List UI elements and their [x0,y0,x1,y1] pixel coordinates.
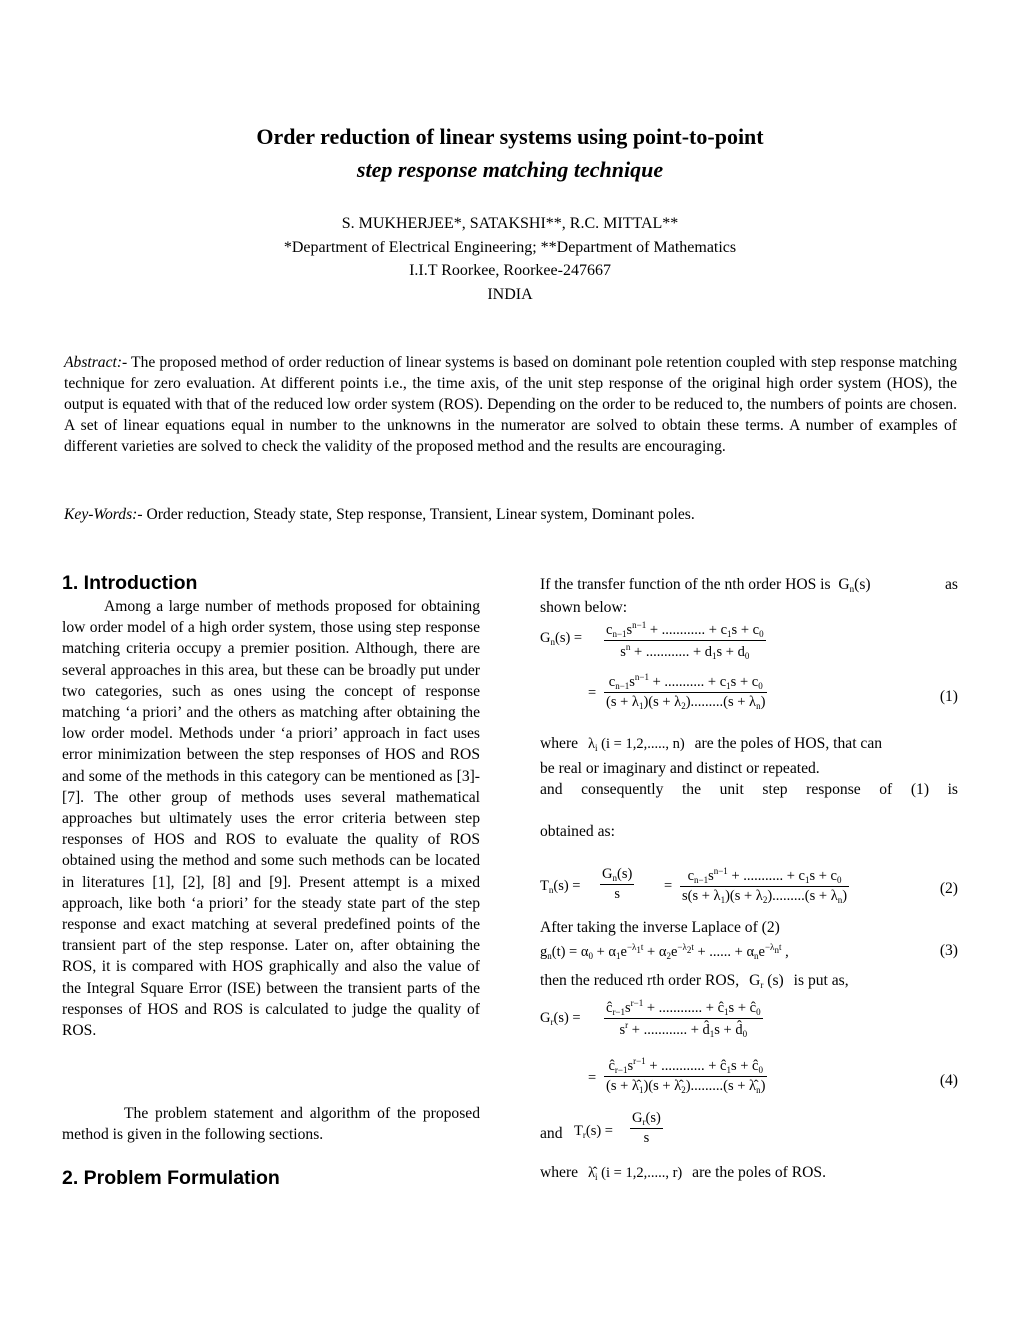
right-intro-line-2: shown below: [540,599,628,616]
equation-4 [540,994,958,1106]
author-names: S. MUKHERJEE*, SATAKSHI**, R.C. MITTAL** [341,215,679,232]
gr-symbol: $G_r$ (s) [749,972,784,990]
intro-paragraph-2 [62,1103,480,1145]
where2-word: where [540,1164,579,1181]
eq2-lhs: $T_n(s)$ = [540,878,581,895]
eq4-lhs: $G_r(s)$ = [540,1010,581,1027]
is-put-text: is put as, [793,972,849,989]
intro-paragraph-1 [62,596,480,1041]
keywords-label: Key-Words:- [64,506,143,523]
eq4-fraction-2: $\frac{ĉ_{r-1}s^{r-1} + ............ + ĉ_1s + ĉ_0}{(s + \lambdâ_1)(s + \lambdâ_2).........(s + \lambdâ_n)}$ [606,1056,766,1095]
then-reduced-text: then the reduced rth order ROS, [540,972,740,989]
paper-title-line-1: Order reduction of linear systems using point-to-point [256,124,764,149]
paper-title-line-2: step response matching technique [356,157,664,182]
where2-tail: are the poles of ROS. [692,1164,826,1181]
eq2-fraction-2: $\frac{c_{n-1}s^{n-1} + ........... + c_1s + c_0}{s(s + \lambda_1)(s + \lambda_2).........(s + \lambda_n)}$ [682,866,848,905]
intro-para-2-text: The problem statement and algorithm of the proposed method is given in the following sections. [62,1105,480,1144]
lambda-i-range: $\lambda_i$ (i = 1,2,....., n) [588,736,685,753]
where1-tail: are the poles of HOS, that can [694,735,883,752]
right-intro-as: as [945,576,958,593]
eq3-body: $g_n(t) = \alpha_0 + \alpha_1e^{-\lambda_1t} + \alpha_2e^{-\lambda_2t}$ + ...... + $\alpha_ne^{-\lambda_nt}$ , [540,942,789,961]
obtained-line: obtained as: [540,823,615,840]
eq1-fraction-1: $\frac{c_{n-1}s^{n-1} + ............ + c_1s + c_0}{s^n + ............ + d_1s + d_0}$ [606,620,764,661]
section-1-heading: 1. Introduction [62,572,198,594]
author-country: INDIA [487,286,533,303]
where-poles-hos [540,733,958,759]
keywords [64,504,957,525]
keywords-text: Order reduction, Steady state, Step response, Transient, Linear system, Dominant poles. [142,506,695,523]
author-affiliation: *Department of Electrical Engineering; **Department of Mathematics [283,239,737,256]
abstract-label: Abstract:- [64,354,128,371]
tr-equation [540,1108,740,1156]
abstract [64,352,957,457]
tr-lhs: $T_r(s)$ = [574,1123,613,1140]
consequently-line: and consequently the unit step response of (1) is [540,781,958,798]
right-intro-1: If the transfer function of the nth order HOS is [540,576,831,593]
where1-line-2: be real or imaginary and distinct or repeated. [540,760,820,777]
where1-word: where [540,735,579,752]
abstract-text: The proposed method of order reduction of linear systems is based on dominant pole retention coupled with step response matching technique for zero evaluation. At different points i.e., the time axis, of the unit step response of the original high order system (HOS), the output is equated with that of the reduced low order system (ROS). Depending on the order to be reduced to, the numbers of points are chosen. A set of linear equations equal in number to the unknowns in the numerator are solved to obtain these terms. A number of examples of different varieties are solved to check the validity of the proposed method and the results are encouraging. [64,354,957,455]
eq1-number: (1) [939,688,958,705]
eq4-equals: = [588,1070,597,1086]
tr-fraction: $\frac{G_r(s)}{s}$ [632,1110,661,1146]
where-poles-ros [540,1162,958,1188]
eq4-number: (4) [939,1072,958,1089]
eq2-equals: = [664,878,673,894]
section-2-heading: 2. Problem Formulation [62,1167,280,1189]
lambda-hat-range: $\lambdâ_i$ (i = 1,2,....., r) [588,1165,683,1182]
equation-1 [540,620,958,720]
author-institute: I.I.T Roorkee, Roorkee-247667 [409,262,611,279]
equation-3 [540,940,958,964]
equation-2 [540,862,958,914]
eq1-equals: = [588,685,597,701]
eq3-number: (3) [939,942,958,959]
eq2-fraction-1: $\frac{G_n(s)}{s}$ [602,866,633,902]
eq4-fraction-1: $\frac{ĉ_{r-1}s^{r-1} + ............ + ĉ_1s + ĉ_0}{s^r + ............ + d̂_1s + d̂_0}$ [606,998,761,1039]
then-reduced-line [540,970,958,996]
after-laplace-line: After taking the inverse Laplace of (2) [540,919,780,936]
eq1-fraction-2: $\frac{c_{n-1}s^{n-1} + ........... + c_1s + c_0}{(s + \lambda_1)(s + \lambda_2).........(s + \lambda_n)}$ [606,672,766,711]
intro-para-1-text: Among a large number of methods proposed for obtaining low order model of a high order system, those using step response matching criteria occupy a premier position. Although, there are several approaches in this area, but these can be broadly put under two categories, such as ones using the concept of response matching ‘a priori’ and the others as matching after obtaining the low order model. Methods under ‘a priori’ approach in fact uses error minimization between the step responses of HOS and ROS and some of the methods in this category can be mentioned as [3]-[7]. The other group of methods uses several mathematical approaches but ultimately uses the error criteria between step responses of HOS and ROS to evaluate the quality of ROS obtained using the method and some such methods can be located in literatures [1], [2], [8] and [9]. Present attempt is a mixed approach, like both ‘a priori’ for the steady state part of the step response and exact matching at several predefined points of the transient part of the step response. Later on, after obtaining the ROS, it is compared with HOS graphically and also the value of the Integral Square Error (ISE) between the transient parts of the responses of HOS and ROS is calculated to judge the quality of ROS. [62,598,480,1040]
eq1-lhs: $G_n(s)$ = [540,630,583,647]
eq2-number: (2) [939,880,958,897]
gn-symbol: $G_n(s)$ [838,576,871,594]
and-word: and [540,1125,563,1142]
